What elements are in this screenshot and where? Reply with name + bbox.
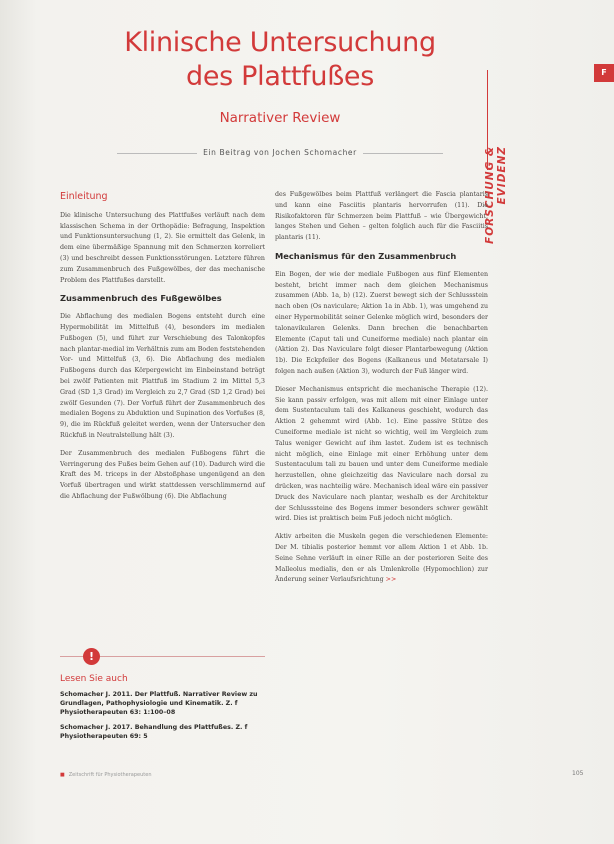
title-line-1: Klinische Untersuchung — [124, 27, 436, 58]
paragraph — [275, 532, 488, 586]
heading-mechanismus: Mechanismus für den Zusammenbruch — [275, 250, 457, 261]
continue-marker: >> — [385, 576, 397, 584]
rubric-line-2: EVIDENZ — [496, 146, 508, 205]
section-tab: F — [594, 64, 614, 82]
paragraph: Der Zusammenbruch des medialen Fußbogens führt die Verringerung des Fußes beim Gehen auf (10). Dadurch wird die Kraft des M. triceps in der Abstoßphase ungenügend an den Vorfuß übertragen und wirkt stattdessen verschlimmernd auf die Abflachung der Fußwölbung (6). Die Abflachung — [60, 449, 265, 500]
lesen-sie-auch-box — [60, 660, 265, 747]
paragraph: Ein Bogen, der wie der mediale Fußbogen aus fünf Elementen besteht, bricht immer nach dem gleichen Mechanismus zusammen (Abb. 1a, b) (12). Zuerst bewegt sich der Schlussstein nach oben (Os naviculare; Aktion 1a in Abb. 1), was umgehend zu einer Hypermobilität seiner Gelenke möglich wird, besonders der talonavikularen Gelenks. Dann brechen die benachbarten Elemente (Caput tali und Cuneiforme mediale) nach plantar ein (Aktion 2). Das Naviculare folgt dieser Plantarbewegung (Aktion 1b). Die Eckpfeiler des Bogens (Kalkaneus und Metatarsale I) folgen nach außen (Aktion 3), wodurch der Fuß länger wird. — [275, 270, 488, 375]
footer-journal: Zeitschrift für Physiotherapeuten — [68, 772, 152, 778]
lesen-heading: Lesen Sie auch — [60, 674, 128, 684]
paragraph: des Fußgewölbes beim Plattfuß verlängert die Fascia plantaris und kann eine Fasciitis plantaris hervorrufen (11). Die Risikofaktoren für Schmerzen beim Plattfuß – wie Übergewicht, langes Stehen und Gehen – gelten folglich auch für die Fasciitis plantaris (11). — [275, 191, 488, 242]
paragraph: Die klinische Untersuchung des Plattfußes verläuft nach dem klassischen Schema in der Orthopädie: Befragung, Inspektion und Funktionsuntersuchung (1, 2). Sie ermittelt das Gelenk, in dem eine übermäßige Spannung mit den Schmerzen korreliert (3) und beschreibt dessen Funktionsstörungen. Letztere führen zum Zusammenbruch des Fußgewölbes, der das mechanische Problem des Plattfußes darstellt. — [60, 211, 265, 284]
paragraph: Die Abflachung des medialen Bogens entsteht durch eine Hypermobilität im Mittelfuß (4), besonders im medialen Fußbogen (5), und führt zur Verschiebung des Talonkopfes nach plantar-medial im Verhältnis zum am Boden feststehenden Vor- und Mittelfuß (3, 6). Die Abflachung des medialen Fußbogens durch das Körpergewicht im Einbeinstand beträgt bei zwölf Patienten mit Plattfuß im Stadium 2 im Mittel 5,3 Grad (SD 1,3 Grad) im Vergleich zu 2,7 Grad (SD 1,2 Grad) bei zwölf Gesunden (7). Der Vorfuß führt der Zusammenbruch des medialen Bogens zu Abduktion und Supination des Vorfußes (8, 9), die im Rückfuß geleitet werden, wenn der Untersucher den Rückfuß in Neutralstellung hält (3). — [60, 313, 265, 439]
left-column — [60, 192, 265, 510]
rubric-line-1: FORSCHUNG & — [484, 146, 496, 244]
reference-2: Schomacher J. 2017. Behandlung des Plattfußes. Z. f Physiotherapeuten 69: 5 — [60, 724, 248, 740]
heading-zusammenbruch: Zusammenbruch des Fußgewölbes — [60, 293, 222, 304]
article-title — [90, 26, 470, 94]
footer — [60, 772, 152, 778]
title-line-2: des Plattfußes — [185, 61, 374, 92]
paragraph-text: Aktiv arbeiten die Muskeln gegen die verschiedenen Elemente: Der M. tibialis posterior hemmt vor allem Aktion 1 et Abb. 1b. Seine Sehne verläuft in einer Rille an der posterioren Seite des Malleolus medialis, den er als Umlenkrolle (Hypomochlion) zur Änderung seiner Verlaufsrichtung — [275, 533, 488, 584]
paragraph: Dieser Mechanismus entspricht die mechanische Therapie (12). Sie kann passiv erfolgen, was mit allem mit einer Einlage unter dem Sustentaculum tali des Kalkaneus geschieht, wodurch das Aktion 2 gehemmt wird (Abb. 1c). Eine passive Stütze des Cuneiforme mediale ist nicht so wichtig, weil im Vergleich zum Talus weniger Gewicht auf ihm lastet. Zudem ist es technisch nicht möglich, eine Einlage mit einer Erhöhung unter dem Sustentaculum tali zu bauen und unter dem Cuneiforme mediale herzustellen, ohne gleichzeitig das Naviculare nach dorsal zu drücken, was nachteilig wäre. Mechanisch ideal wäre ein passiver Druck des Naviculare nach plantar, weshalb es der Architektur der Schlusssteine des Bogens immer besonders schwer gewählt wird. Dies ist praktisch beim Fuß jedoch nicht möglich. — [275, 385, 488, 523]
footer-mark: ■ — [60, 772, 65, 778]
article-subtitle: Narrativer Review — [219, 110, 341, 126]
byline: Ein Beitrag von Jochen Schomacher — [90, 148, 470, 157]
right-column — [275, 190, 488, 593]
exclamation-icon: ! — [83, 648, 100, 665]
heading-einleitung: Einleitung — [60, 191, 108, 202]
page-number: 105 — [572, 770, 584, 777]
reference-1: Schomacher J. 2011. Der Plattfuß. Narrativer Review zu Grundlagen, Pathophysiologie und Kinematik. Z. f Physiotherapeuten 63: 1:100–08 — [60, 691, 258, 716]
